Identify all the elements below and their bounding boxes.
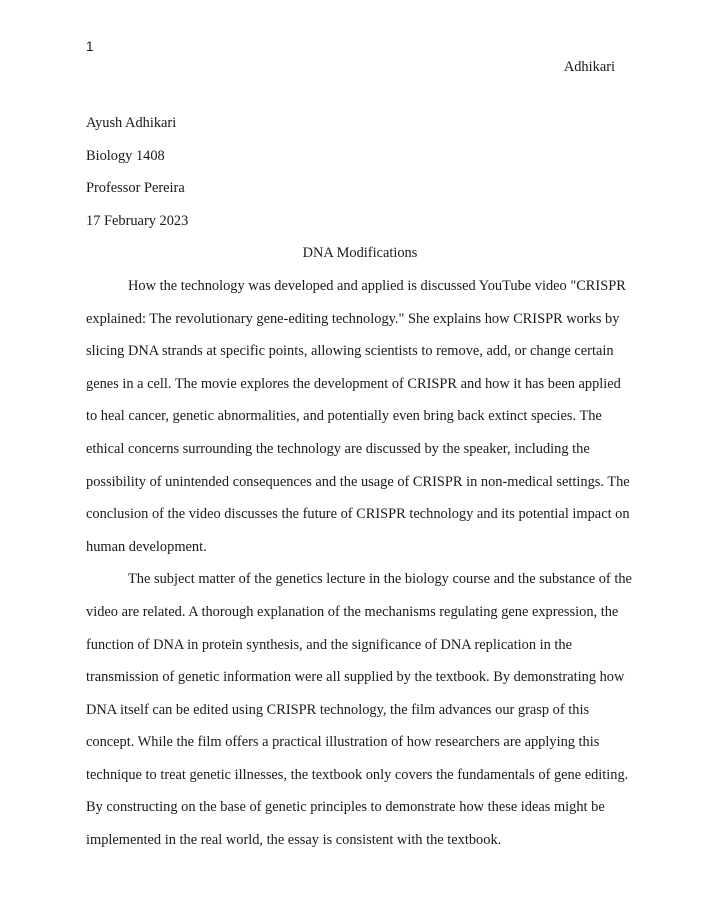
document-body: [86, 107, 634, 857]
author-name: Ayush Adhikari: [86, 115, 177, 131]
date: 17 February 2023: [86, 212, 189, 229]
instructor-name: Professor Pereira: [86, 180, 185, 197]
paragraph-2: The subject matter of the genetics lecture in the biology course and the substance of the video are related. A thorough explanation of the mechanisms regulating gene expression, the function of DNA in protein synthesis, and the significance of DNA replication in the transmission of genetic information were all supplied by the textbook. By demonstrating how DNA itself can be edited using CRISPR technology, the film advances our grasp of this concept. While the film offers a practical illustration of how researchers are applying this technique to treat genetic illnesses, the textbook only covers the fundamentals of gene editing. By constructing on the base of genetic principles to demonstrate how these ideas might be implemented in the real world, the essay is consistent with the textbook.: [86, 571, 632, 849]
document-title: DNA Modifications: [302, 245, 418, 262]
paragraph-1: How the technology was developed and applied is discussed YouTube video "CRISPR explained: The revolutionary gene-editing technology." She explains how CRISPR works by slicing DNA strands at specific points, allowing scientists to remove, add, or change certain genes in a cell. The movie explores the development of CRISPR and how it has been applied to heal cancer, genetic abnormalities, and potentially even bring back extinct species. The ethical concerns surrounding the technology are discussed by the speaker, including the possibility of unintended consequences and the usage of CRISPR in non-medical settings. The conclusion of the video discusses the future of CRISPR technology and its potential impact on human development.: [86, 277, 630, 555]
course-name: Biology 1408: [86, 147, 165, 164]
page-number: 1: [86, 39, 94, 54]
running-head: Adhikari: [563, 59, 615, 75]
